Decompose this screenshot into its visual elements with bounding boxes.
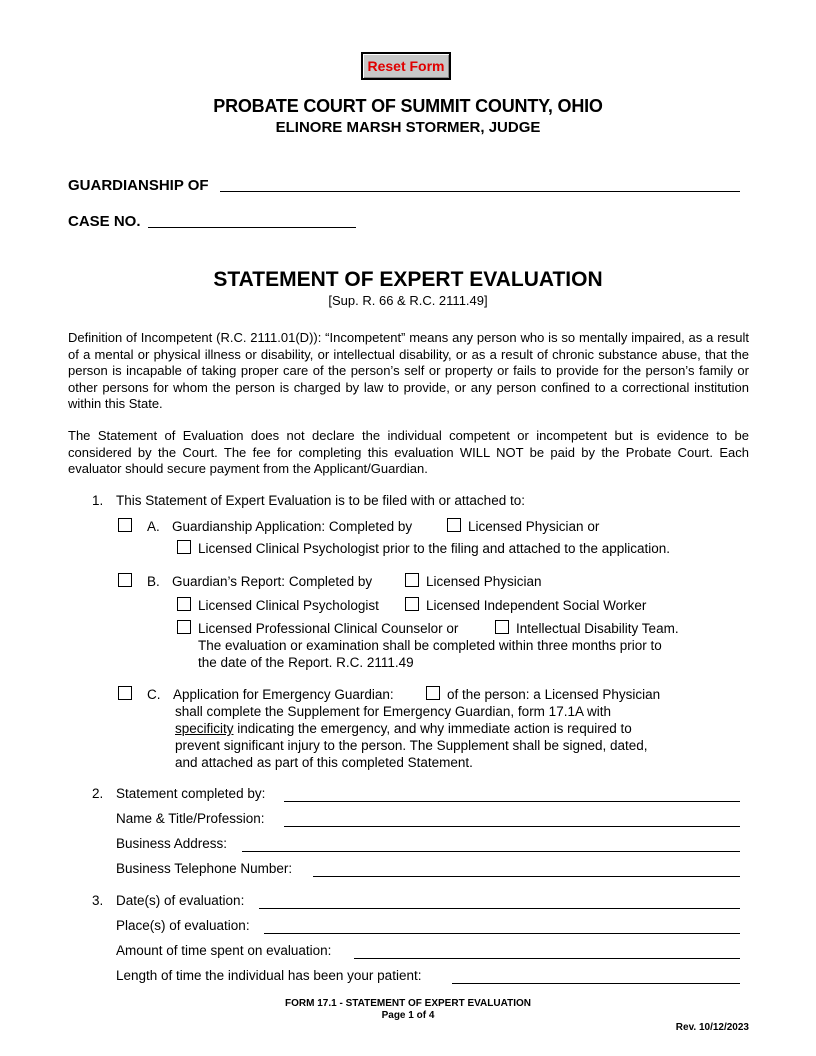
checkbox-b-intellectual-disability-team[interactable] xyxy=(495,620,509,634)
checkbox-b-guardians-report[interactable] xyxy=(118,573,132,587)
patient-length-field[interactable] xyxy=(452,982,740,984)
checkbox-b-licensed-clinical-psychologist[interactable] xyxy=(177,597,191,611)
item-1c-letter: C. xyxy=(147,687,161,702)
checkbox-b-licensed-professional-clinical-counselor[interactable] xyxy=(177,620,191,634)
item-1b-opt1: Licensed Physician xyxy=(426,574,542,589)
statement-completed-by-field[interactable] xyxy=(284,800,740,802)
places-of-evaluation-field[interactable] xyxy=(264,932,740,934)
item-1a-opt2: Licensed Clinical Psychologist prior to the filing and attached to the application. xyxy=(198,541,671,556)
item-1b-note-line1: The evaluation or examination shall be completed within three months prior to xyxy=(198,638,662,653)
reset-form-button[interactable]: Reset Form xyxy=(361,52,451,80)
item-3-number: 3. xyxy=(92,893,104,908)
places-of-evaluation-label: Place(s) of evaluation: xyxy=(116,918,250,933)
specificity-underlined: specificity xyxy=(175,721,234,736)
business-address-field[interactable] xyxy=(242,850,740,852)
checkbox-a-licensed-physician[interactable] xyxy=(447,518,461,532)
business-address-label: Business Address: xyxy=(116,836,228,851)
judge-name: ELINORE MARSH STORMER, JUDGE xyxy=(275,119,541,136)
checkbox-b-licensed-physician[interactable] xyxy=(405,573,419,587)
item-1b-letter: B. xyxy=(147,574,160,589)
guardianship-field[interactable] xyxy=(220,177,740,192)
checkbox-a-guardianship-application[interactable] xyxy=(118,518,132,532)
footer-form-name: FORM 17.1 - STATEMENT OF EXPERT EVALUATION xyxy=(285,998,531,1009)
case-number-label: CASE NO. xyxy=(68,213,141,230)
case-number-field[interactable] xyxy=(148,213,356,228)
item-1b-opt2: Licensed Clinical Psychologist xyxy=(198,598,379,613)
business-telephone-label: Business Telephone Number: xyxy=(116,861,293,876)
item-1a-opt1: Licensed Physician or xyxy=(468,519,600,534)
item-1a-text: Guardianship Application: Completed by xyxy=(172,519,413,534)
business-telephone-field[interactable] xyxy=(313,875,740,877)
item-1b-text: Guardian’s Report: Completed by xyxy=(172,574,373,589)
item-2-number: 2. xyxy=(92,786,104,801)
item-1c-line5: and attached as part of this completed Statement. xyxy=(175,755,473,770)
item-1c-line3-rest: indicating the emergency, and why immediate action is required to xyxy=(233,721,632,736)
item-1b-opt4: Licensed Professional Clinical Counselor or xyxy=(198,621,459,636)
name-title-field[interactable] xyxy=(284,825,740,827)
checkbox-b-licensed-independent-social-worker[interactable] xyxy=(405,597,419,611)
item-1c-line2: shall complete the Supplement for Emergency Guardian, form 17.1A with xyxy=(175,704,611,719)
item-1a-letter: A. xyxy=(147,519,160,534)
item-1b-note-line2: the date of the Report. R.C. 2111.49 xyxy=(198,655,414,670)
name-title-label: Name & Title/Profession: xyxy=(116,811,265,826)
definition-paragraph: Definition of Incompetent (R.C. 2111.01(D)): “Incompetent” means any person who is so mentally impaired, as a result of a mental or physical illness or disability, or intellectual disability, or as a result of chronic substance abuse, that the person is incapable of taking proper care of the person’s self or property or fails to provide for the person’s family or other persons for whom the person is charged by law to provide, or any person confined to a correctional institution within this State. xyxy=(68,330,749,411)
item-1-text: This Statement of Expert Evaluation is to be filed with or attached to: xyxy=(116,493,525,508)
checkbox-a-licensed-clinical-psychologist[interactable] xyxy=(177,540,191,554)
form-title: STATEMENT OF EXPERT EVALUATION xyxy=(213,268,603,291)
form-subtitle: [Sup. R. 66 & R.C. 2111.49] xyxy=(328,293,488,308)
dates-of-evaluation-label: Date(s) of evaluation: xyxy=(116,893,245,908)
footer-revision: Rev. 10/12/2023 xyxy=(675,1022,749,1033)
item-1c-text: Application for Emergency Guardian: xyxy=(173,687,394,702)
dates-of-evaluation-field[interactable] xyxy=(259,907,740,909)
item-1b-opt5: Intellectual Disability Team. xyxy=(516,621,679,636)
statement-note-paragraph: The Statement of Evaluation does not declare the individual competent or incompetent but is evidence to be considered by the Court. The fee for completing this evaluation WILL NOT be paid by the Probate Court. Each evaluator should secure payment from the Applicant/Guardian. xyxy=(68,428,749,476)
time-spent-label: Amount of time spent on evaluation: xyxy=(116,943,332,958)
item-1c-line4: prevent significant injury to the person. The Supplement shall be signed, dated, xyxy=(175,738,648,753)
item-1-number: 1. xyxy=(92,493,104,508)
statement-completed-by-label: Statement completed by: xyxy=(116,786,266,801)
item-1b-opt3: Licensed Independent Social Worker xyxy=(426,598,647,613)
checkbox-c-of-the-person[interactable] xyxy=(426,686,440,700)
patient-length-label: Length of time the individual has been your patient: xyxy=(116,968,422,983)
checkbox-c-emergency-guardian[interactable] xyxy=(118,686,132,700)
guardianship-label: GUARDIANSHIP OF xyxy=(68,177,209,194)
item-1c-line3 xyxy=(175,721,632,737)
item-1c-opt1: of the person: a Licensed Physician xyxy=(447,687,661,702)
time-spent-field[interactable] xyxy=(354,957,740,959)
footer-page-number: Page 1 of 4 xyxy=(381,1010,435,1021)
court-name: PROBATE COURT OF SUMMIT COUNTY, OHIO xyxy=(213,96,603,116)
